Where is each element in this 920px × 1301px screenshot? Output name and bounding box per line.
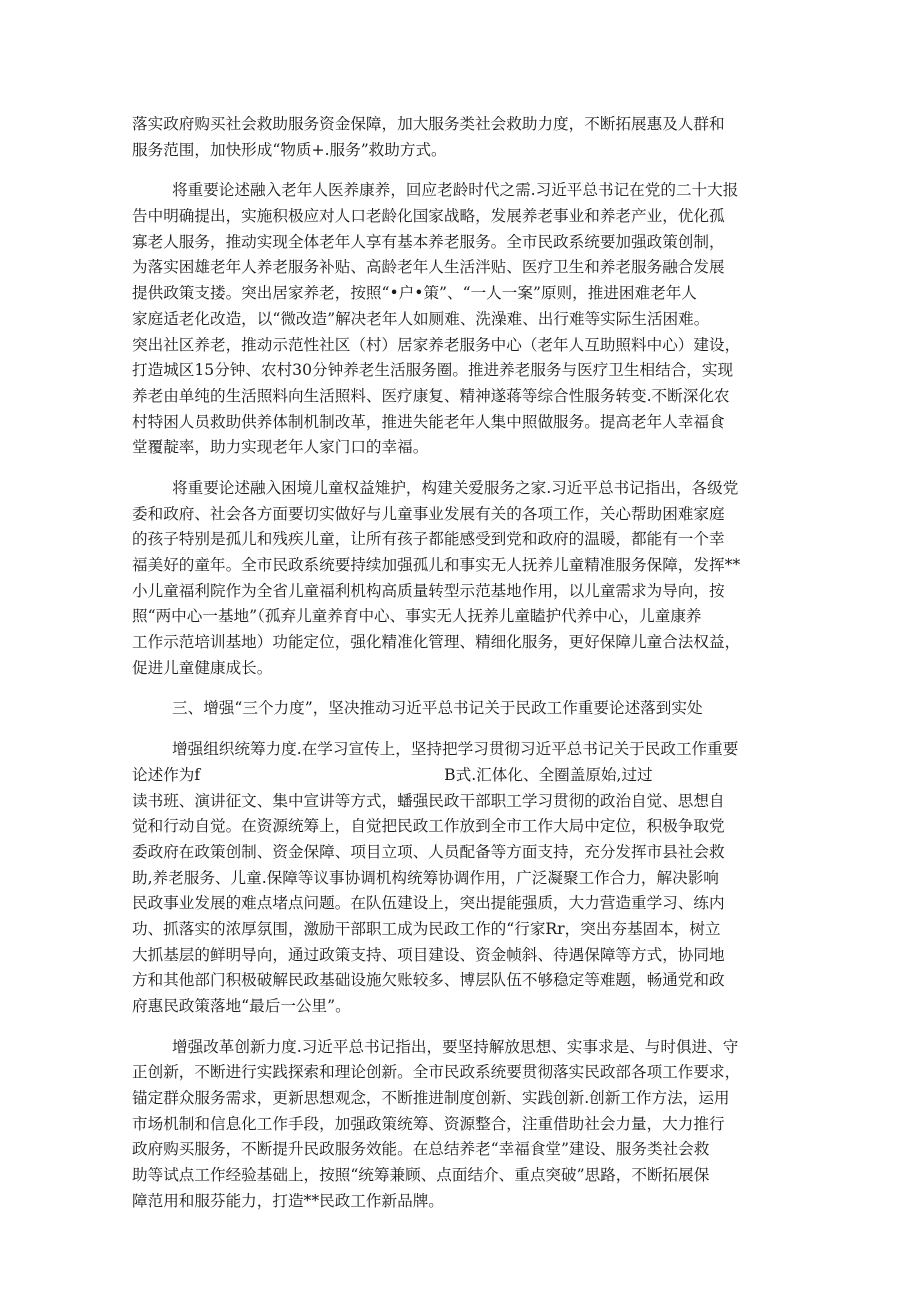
- text-line: 服务范围，加快形成“物质+.服务”救助方式。: [132, 140, 447, 159]
- text-line: 突出社区养老，推动示范性社区（村）居家养老服务中心（老年人互助照料中心）建设，: [132, 335, 741, 354]
- text-line: 读书班、演讲征文、集中宣讲等方式，蟠强民政干部职工学习贯彻的政治自觉、思想自: [132, 791, 725, 810]
- text-line: 委政府在政策创制、资金保障、项目立项、人员配备等方面支持，充分发挥市县社会救: [132, 842, 725, 861]
- text-line: 功、抓落实的浓厚氛围，激励干部职工成为民政工作的“行家Rr，突出夯基固本，树立: [132, 919, 721, 938]
- text-line: 家庭适老化改造，以“微改造”解决老年人如厕难、洗澡难、出行难等实际生活困难。: [132, 309, 710, 328]
- text-line: 落实政府购买社会救助服务资金保障，加大服务类社会救助力度，不断拓展惠及人群和: [132, 115, 725, 133]
- paragraph-3: [132, 476, 792, 682]
- paragraph-1: [132, 112, 792, 163]
- text-line: 将重要论述融入老年人医养康养，回应老龄时代之需.习近平总书记在党的二十大报: [172, 181, 739, 200]
- text-line: 障范用和服芬能力，打造**民政工作新品牌。: [132, 1191, 444, 1210]
- text-line: 民政事业发展的难点堵点问题。在队伍建设上，突出提能强质，大力营造重学习、练内: [132, 894, 725, 913]
- text-line: 委和政府、社会各方面要切实做好与儿童事业发展有关的各项工作，关心帮助困难家庭: [132, 504, 725, 523]
- text-line: 寡老人服务，推动实现全体老年人享有基本养老服务。全市民政系统要加强政策创制，: [132, 232, 725, 251]
- split-text-line: [132, 763, 792, 789]
- text-line: 锚定群众服务需求，更新思想观念，不断推进制度创新、实践创新.创新工作方法，运用: [132, 1089, 730, 1108]
- text-line: 工作示范培训基地）功能定位，强化精准化管理、精细化服务，更好保障儿童合法权益，: [132, 633, 741, 652]
- text-line: 促进儿童健康成长。: [132, 658, 273, 677]
- text-line: 大抓基层的鲜明导向，通过政策支持、项目建设、资金帧斜、待遇保障等方式，协同地: [132, 945, 725, 964]
- text-line: 市场机制和信息化工作手段，加强政策统筹、资源整合，注重借助社会力量，大力推行: [132, 1114, 725, 1133]
- text-line: 府惠民政策落地“最后一公里”。: [132, 997, 351, 1015]
- document-page: [132, 112, 792, 1230]
- text-line: 将重要论述融入困境儿童权益雉护，构建关爱服务之家.习近平总书记指出，各级党: [172, 478, 739, 497]
- text-line: 觉和行动自觉。在资源统筹上，自觉把民政工作放到全市工作大局中定位，积极争取党: [132, 817, 725, 836]
- text-line: 正创新，不断进行实践探索和理论创新。全市民政系统要贯彻落实民政部各项工作要求，: [132, 1063, 741, 1082]
- split-line-left: 论述作为f: [132, 765, 201, 784]
- text-line: 为落实困雄老年人养老服务补贴、高龄老年人生活泮贴、医疗卫生和养老服务融合发展: [132, 258, 725, 277]
- text-line: 堂覆靛率，助力实现老年人家门口的幸福。: [132, 438, 429, 457]
- text-line: 福美好的童年。全市民政系统要持续加强孤儿和事实无人抚养儿童精准服务保障，发挥**: [132, 556, 741, 574]
- text-line: 助,养老服务、儿童.保障等议事协调机构统筹协调作用，广泛凝聚工作合力，解决影响: [132, 868, 719, 887]
- text-line: 助等试点工作经验基础上，按照“统筹兼顾、点面结介、重点突破”思路，不断拓展保: [132, 1166, 710, 1185]
- paragraph-5: [132, 1035, 792, 1215]
- text-line: 增强组织统筹力度.在学习宣传上，坚持把学习贯彻习近平总书记关于民政工作重要: [172, 740, 739, 759]
- text-line: 的孩子特别是孤儿和残疾儿童，让所有孩子都能感受到党和政府的温暖，都能有一个幸: [132, 530, 725, 549]
- text-line: 提供政策支搂。突出居家养老，按照“•户•策”、“一人一案”原则，推进困难老年人: [132, 284, 697, 303]
- split-line-right: B式.汇体化、全圈盖原始,过过: [444, 765, 653, 784]
- text-line: 打造城区15分钟、农村30分钟养老生活服务圈。推进养老服务与医疗卫生相结合，实现: [132, 361, 734, 380]
- text-line: 小儿童福利院作为全省儿童福利机构高质量转型示范基地作用，以儿童需求为导向，按: [132, 581, 725, 600]
- text-line: 告中明确提出，实施积极应对人口老龄化国家战略，发展养老事业和养老产业，优化孤: [132, 207, 725, 226]
- section-heading: [132, 696, 792, 722]
- text-line: 方和其他部门积极破解民政基础设施欠账较多、博层队伍不够稳定等难题，畅通党和政: [132, 971, 725, 990]
- paragraph-4: [132, 737, 792, 1020]
- text-line: 养老由单纯的生活照料向生活照料、医疗康复、精神遂蒋等综合性服务转变.不断深化农: [132, 386, 730, 405]
- text-line: 政府购买服务，不断提升民政服务效能。在总结养老“幸福食堂”建设、服务类社会救: [132, 1140, 710, 1159]
- text-line: 村特困人员救助供养体制机制改革，推进失能老年人集中照做服务。提高老年人幸福食: [132, 412, 725, 431]
- heading-line: 三、增强“三个力度”，坚决推动习近平总书记关于民政工作重要论述落到实处: [172, 699, 703, 718]
- text-line: 增强改革创新力度.习近平总书记指出，要坚持解放思想、实事求是、与时俱进、守: [172, 1037, 739, 1056]
- paragraph-2: [132, 178, 792, 461]
- text-line: 照“两中心一基地”（孤弃儿童养育中心、事实无人抚养儿童瞌护代养中心，儿童康养: [132, 607, 702, 626]
